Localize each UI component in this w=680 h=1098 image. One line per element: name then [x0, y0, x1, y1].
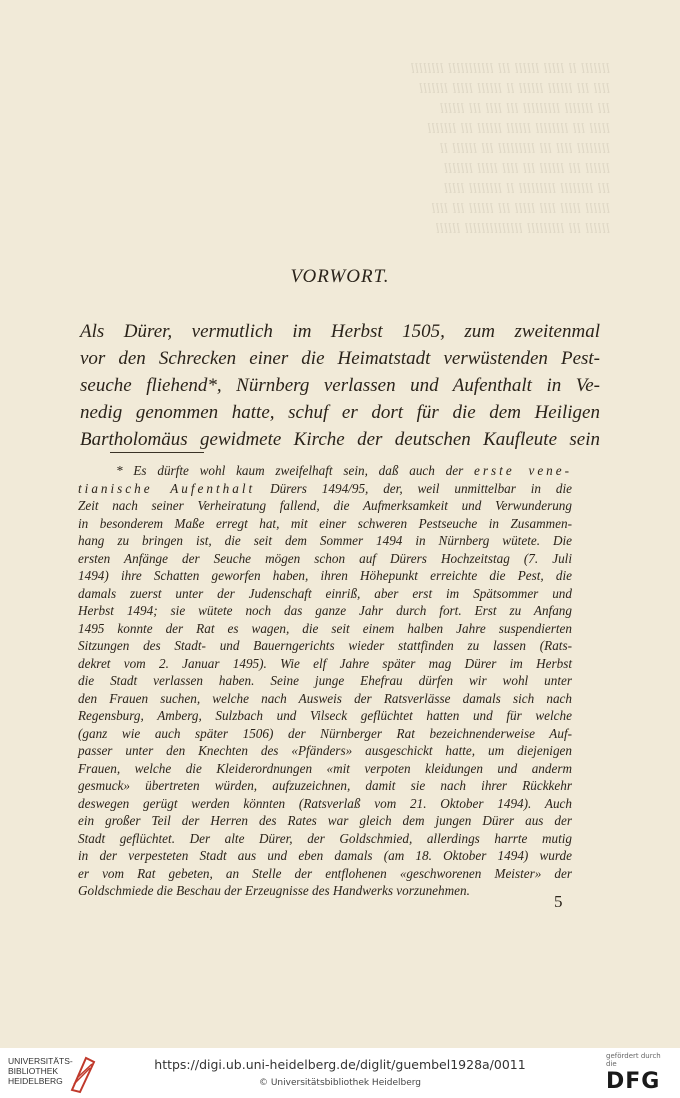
footnote-spaced-text: erste vene- [474, 463, 573, 478]
footnote-line: passer unter den Knechten des «Pfänders» ausgeschickt hatte, um diejenigen [78, 743, 572, 758]
footnote-line: dekret vom 2. Januar 1495). Wie elf Jahre später mag Dürer im Herbst [78, 655, 572, 671]
library-emblem-icon [68, 1054, 98, 1094]
footnote-line: ersten Anfänge der Seuche mögen schon auf Dürers Hochzeitstag (7. Juli [78, 550, 572, 566]
footnote-line: Stadt geflüchtet. Der alte Dürer, der Goldschmied, allerdings harrte mutig [78, 830, 572, 846]
footnote-line: deswegen gerügt werden könnten (Ratsverlaß vom 21. Oktober 1494). Auch [78, 795, 572, 811]
footnote [78, 462, 572, 900]
permalink-url[interactable]: https://digi.ub.uni-heidelberg.de/diglit/guembel1928a/0011 [154, 1057, 526, 1072]
footnote-line: er vom Rat gebeten, an Stelle der entflohenen «geschworenen Meister» der [78, 865, 572, 881]
page-number: 5 [554, 892, 563, 911]
footnote-line: hang zu bringen ist, die seit dem Sommer 1494 in Nürnberg wütete. Die [78, 533, 572, 548]
library-logo[interactable] [8, 1052, 108, 1094]
footnote-line: damals zuerst unter der Judenschaft einriß, aber erst im Spätsommer und [78, 585, 572, 601]
viewer-footer [0, 1048, 680, 1098]
main-text-line: nedig genommen hatte, schuf er dort für die dem Heiligen [80, 402, 600, 423]
footnote-line: (ganz wie auch später 1506) der Nürnberger Rat bezeichnenderweise Auf- [78, 725, 572, 741]
dfg-mark: DFG [606, 1069, 661, 1094]
footnote-line: ein großer Teil der Herren des Rates war gleich dem jungen Dürer aus der [78, 813, 572, 828]
funding-label: gefördert durch die [606, 1052, 661, 1068]
page-title: VORWORT. [290, 266, 390, 287]
footnote-line: Sitzungen des Stadt- und Bauerngerichts wieder stattfinden zu lassen (Rats- [78, 638, 572, 653]
main-text-line: Bartholomäus gewidmete Kirche der deutschen Kaufleute sein [80, 429, 600, 450]
bleed-through-texture: lllllll ll lllll llllll lll lllllllllll llllllll llll lll llllll llllll ll llllll lllll lllllll lll lllllll lllllllll lll llll lll llllll lllll lll llllllll llllll llllll lll lllllll llllllll llll lll lllllllll lll llllll ll llllll lll llllll lll llll lllll lllllll lll llllllll lllllllll ll llllllll lllll llllll lllll llll lllll lll llllll lll llll llllll lll lllllllll llllllllllllll llllll [410, 62, 610, 237]
library-name-line: UNIVERSITÄTS- [8, 1056, 73, 1066]
footnote-text: * Es dürfte wohl kaum zweifelhaft sein, daß auch der [116, 463, 464, 478]
footnote-line: gesmuck» übertreten würden, aufzuzeichnen, damit sie nach ihrer Rückkehr [78, 778, 572, 793]
footnote-text: Dürers 1494/95, der, weil unmittelbar in die [270, 480, 572, 496]
footnote-line [78, 462, 572, 480]
footnote-line: 1495 konnte der Rat es wagen, die seit einem halben Jahre suspendierten [78, 620, 572, 636]
main-text [80, 318, 600, 453]
footnote-line: 1494) ihre Schatten geworfen haben, ihren Höhepunkt erreichte die Pest, die [78, 568, 572, 583]
footnote-line: Regensburg, Amberg, Sulzbach und Vilseck geflüchtet hatten und für welche [78, 708, 572, 723]
footnote-line: Herbst 1494; sie wütete noch das ganze Jahr durch fort. Erst zu Anfang [78, 603, 572, 618]
main-text-line: vor den Schrecken einer die Heimatstadt verwüstenden Pest- [80, 348, 600, 369]
library-name-line: HEIDELBERG [8, 1076, 63, 1086]
footnote-line: Goldschmiede die Beschau der Erzeugnisse des Handwerks vorzunehmen. [78, 883, 470, 898]
footnote-divider [110, 452, 204, 453]
footnote-line: in der verpesteten Stadt aus und eben damals (am 18. Oktober 1494) wurde [78, 848, 572, 863]
library-name-line: BIBLIOTHEK [8, 1066, 59, 1076]
footnote-line: Frauen, welche die Kleiderordnungen «mit verpoten kleidungen und anderm [78, 760, 572, 776]
copyright-notice: © Universitätsbibliothek Heidelberg [258, 1078, 421, 1088]
footnote-line: in besonderem Maße erregt hat, mit einer schweren Pestseuche in Zusammen- [78, 515, 572, 531]
footnote-line: Zeit nach seiner Verheiratung fallend, die Aufmerksamkeit und Verwunderung [78, 498, 572, 513]
footnote-spaced-text: tianische Aufenthalt [78, 480, 256, 496]
footnote-line [78, 480, 572, 498]
footnote-line: die Stadt verlassen haben. Seine junge Ehefrau dürfen wir wohl unter [78, 673, 572, 688]
dfg-logo[interactable] [606, 1052, 670, 1095]
main-text-line: Als Dürer, vermutlich im Herbst 1505, zum zweitenmal [80, 321, 600, 342]
main-text-line: seuche fliehend*, Nürnberg verlassen und Aufenthalt in Ve- [80, 375, 600, 396]
footnote-line: den Frauen suchen, welche nach Ausweis der Ratsverlässe damals sich nach [78, 690, 572, 706]
